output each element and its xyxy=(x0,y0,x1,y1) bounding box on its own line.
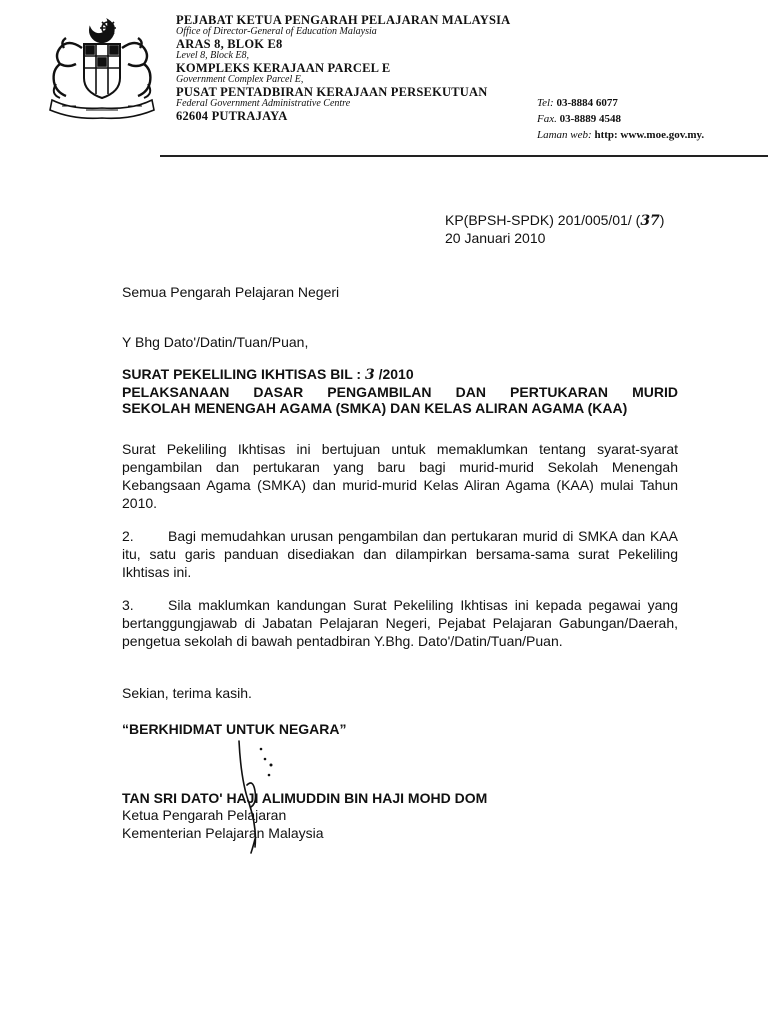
address-postcode: 62604 PUTRAJAYA xyxy=(176,109,288,123)
letter-date: 20 Januari 2010 xyxy=(445,230,546,246)
signatory-title: Ketua Pengarah Pelajaran xyxy=(122,807,287,823)
address-centre: PUSAT PENTADBIRAN KERAJAAN PERSEKUTUAN xyxy=(176,85,488,99)
letterhead-address xyxy=(176,14,510,123)
signatory-ministry: Kementerian Pelajaran Malaysia xyxy=(122,825,324,841)
org-name-english: Office of Director-General of Education Malaysia xyxy=(176,26,377,37)
org-name: PEJABAT KETUA PENGARAH PELAJARAN MALAYSIA xyxy=(176,13,511,27)
reference-prefix: KP(BPSH-SPDK) 201/005/01/ ( xyxy=(445,212,641,228)
paragraph-1: Surat Pekeliling Ikhtisas ini bertujuan untuk memaklumkan tentang syarat-syarat pengambilan dan pertukaran yang baru bagi murid-murid Sekolah Menengah Kebangsaan Agama (SMKA) dan murid-murid Kelas Aliran Agama (KAA) mulai Tahun 2010. xyxy=(122,441,678,511)
address-complex: KOMPLEKS KERAJAAN PARCEL E xyxy=(176,61,391,75)
tel-label: Tel: xyxy=(537,97,554,109)
subject-handwritten-number: 3 xyxy=(364,367,375,383)
subject-heading xyxy=(122,366,678,417)
paragraph-3-number: 3. xyxy=(122,597,134,613)
paragraph-3-text: Sila maklumkan kandungan Surat Pekeliling Ikhtisas ini kepada pegawai yang bertanggungjawab di Jabatan Pelajaran Negeri, Pejabat Pelajaran Gabungan/Daerah, pengetua sekolah di bawah pentadbiran Y.Bhg. Dato'/Datin/Tuan/Puan. xyxy=(122,597,678,649)
letterhead-divider xyxy=(160,155,768,157)
recipient: Semua Pengarah Pelajaran Negeri xyxy=(122,284,340,300)
telephone-line xyxy=(537,95,704,111)
subject-line-2: PELAKSANAAN DASAR PENGAMBILAN DAN PERTUKARAN MURID xyxy=(122,383,678,400)
tel-value: 03-8884 6077 xyxy=(556,97,618,109)
address-complex-english: Government Complex Parcel E, xyxy=(176,74,304,85)
subject-line-3: SEKOLAH MENENGAH AGAMA (SMKA) DAN KELAS ALIRAN AGAMA (KAA) xyxy=(122,400,628,416)
paragraph-2-number: 2. xyxy=(122,528,134,544)
address-floor: ARAS 8, BLOK E8 xyxy=(176,37,283,51)
reference-suffix: ) xyxy=(659,212,665,228)
salutation: Y Bhg Dato'/Datin/Tuan/Puan, xyxy=(122,334,309,350)
coat-of-arms-icon xyxy=(42,14,162,120)
subject-suffix: /2010 xyxy=(374,366,414,382)
fax-label: Fax. xyxy=(537,113,557,125)
reference-handwritten-number: 37 xyxy=(640,213,660,229)
address-centre-english: Federal Government Administrative Centre xyxy=(176,98,351,109)
website-line xyxy=(537,127,704,143)
paragraph-3 xyxy=(122,596,678,650)
web-value: http: www.moe.gov.my. xyxy=(594,129,705,141)
paragraph-2 xyxy=(122,527,678,581)
subject-prefix: SURAT PEKELILING IKHTISAS BIL : xyxy=(122,366,365,382)
paragraph-2-text: Bagi memudahkan urusan pengambilan dan pertukaran murid di SMKA dan KAA itu, satu garis panduan disediakan dan dilampirkan bersama-sama surat Pekeliling Ikhtisas ini. xyxy=(122,528,678,580)
contact-details xyxy=(537,95,704,143)
subject-line-1 xyxy=(122,366,678,384)
fax-value: 03-8889 4548 xyxy=(559,113,622,125)
signatory-name: TAN SRI DATO' HAJI ALIMUDDIN BIN HAJI MOHD DOM xyxy=(122,790,488,806)
address-floor-english: Level 8, Block E8, xyxy=(176,50,250,61)
motto: “BERKHIDMAT UNTUK NEGARA” xyxy=(122,721,347,737)
web-label: Laman web: xyxy=(537,129,592,141)
reference-number xyxy=(445,211,664,230)
closing: Sekian, terima kasih. xyxy=(122,685,252,701)
fax-line xyxy=(537,111,704,127)
